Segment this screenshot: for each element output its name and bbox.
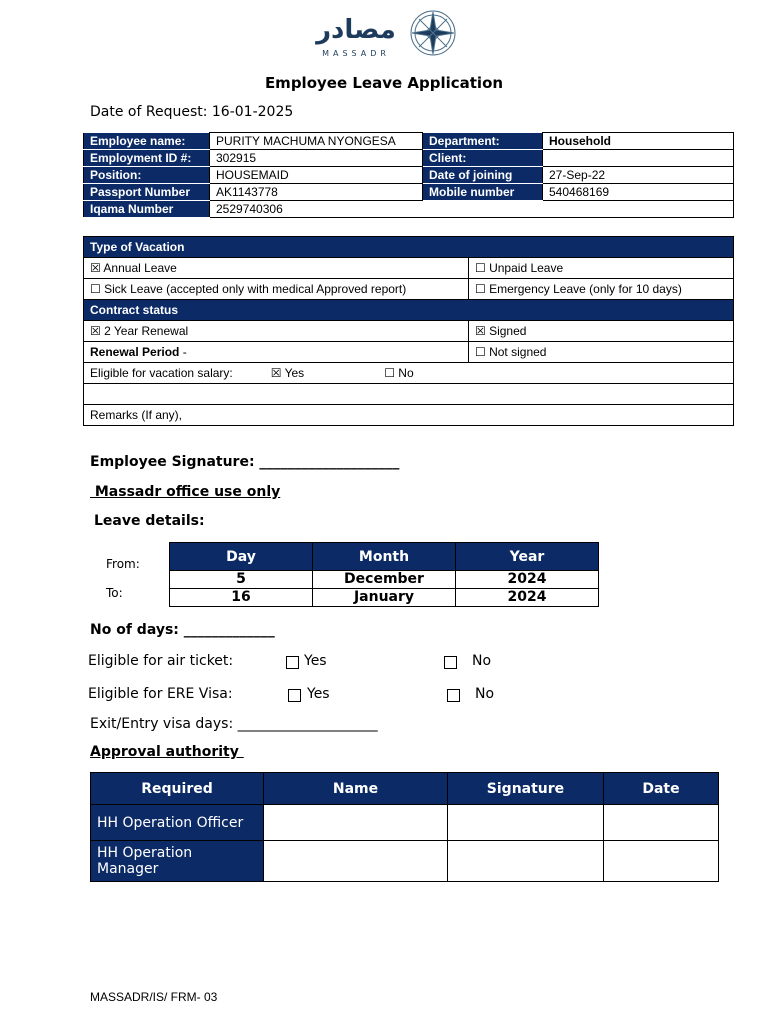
checkbox-icon <box>288 689 301 702</box>
officer-date-cell[interactable] <box>604 805 719 841</box>
position-label: Position: <box>84 167 210 184</box>
to-label: To: <box>106 586 123 600</box>
iqama-label: Iqama Number <box>84 201 210 218</box>
date-header: Date <box>604 773 719 805</box>
eligible-salary-yes-option[interactable]: ☒ Yes <box>270 366 305 380</box>
checkbox-icon <box>444 656 457 669</box>
mobile-value: 540468169 <box>543 184 734 201</box>
renewal-period-value: - <box>179 345 187 359</box>
leave-dates-table <box>169 542 599 607</box>
employee-name-value: PURITY MACHUMA NYONGESA <box>210 133 423 150</box>
officer-signature-cell[interactable] <box>448 805 604 841</box>
emergency-leave-option[interactable]: ☐ Emergency Leave (only for 10 days) <box>469 279 734 300</box>
required-header: Required <box>91 773 264 805</box>
contract-status-header: Contract status <box>84 300 734 321</box>
from-month: December <box>313 571 456 589</box>
svg-text:MASSADR: MASSADR <box>322 49 390 58</box>
position-value: HOUSEMAID <box>210 167 423 184</box>
ere-visa-no-checkbox[interactable] <box>447 687 460 706</box>
date-of-joining-value: 27-Sep-22 <box>543 167 734 184</box>
manager-signature-cell[interactable] <box>448 841 604 882</box>
passport-label: Passport Number <box>84 184 210 201</box>
approval-table <box>90 772 719 882</box>
info-row <box>84 167 734 184</box>
air-ticket-yes-checkbox[interactable] <box>286 654 299 673</box>
eligible-vacation-salary-label: Eligible for vacation salary: <box>90 366 233 380</box>
renewal-period <box>84 342 469 363</box>
manager-name-cell[interactable] <box>264 841 448 882</box>
to-month: January <box>313 589 456 607</box>
remarks-field[interactable]: Remarks (If any), <box>84 405 734 426</box>
from-year: 2024 <box>456 571 599 589</box>
from-day: 5 <box>170 571 313 589</box>
signed-option[interactable]: ☒ Signed <box>469 321 734 342</box>
year-header: Year <box>456 543 599 571</box>
employment-id-label: Employment ID #: <box>84 150 210 167</box>
ere-visa-no-label: No <box>475 686 495 702</box>
officer-name-cell[interactable] <box>264 805 448 841</box>
annual-leave-option[interactable]: ☒ Annual Leave <box>84 258 469 279</box>
sick-leave-option[interactable]: ☐ Sick Leave (accepted only with medical Approved report) <box>84 279 469 300</box>
client-label: Client: <box>423 150 543 167</box>
ere-visa-label: Eligible for ERE Visa: <box>88 686 233 702</box>
air-ticket-label: Eligible for air ticket: <box>88 653 234 669</box>
employee-signature-line[interactable]: Employee Signature: ____________________ <box>90 454 400 470</box>
name-header: Name <box>264 773 448 805</box>
air-ticket-no-checkbox[interactable] <box>444 654 457 673</box>
form-title: Employee Leave Application <box>264 74 504 92</box>
day-header: Day <box>170 543 313 571</box>
eligible-vacation-salary-row <box>84 363 734 384</box>
no-of-days-line[interactable]: No of days: _____________ <box>90 622 275 638</box>
info-row <box>84 184 734 201</box>
air-ticket-no-label: No <box>472 653 492 669</box>
office-use-heading: Massadr office use only <box>90 484 281 500</box>
air-ticket-yes-label: Yes <box>304 653 327 669</box>
to-year: 2024 <box>456 589 599 607</box>
client-value <box>543 150 734 167</box>
two-year-renewal-option[interactable]: ☒ 2 Year Renewal <box>84 321 469 342</box>
vacation-table <box>83 236 734 426</box>
iqama-value: 2529740306 <box>210 201 734 218</box>
renewal-period-label: Renewal Period <box>90 345 180 359</box>
date-of-request: Date of Request: 16-01-2025 <box>90 104 294 120</box>
to-day: 16 <box>170 589 313 607</box>
info-row <box>84 133 734 150</box>
month-header: Month <box>313 543 456 571</box>
employee-info-table <box>83 132 734 218</box>
from-label: From: <box>106 557 140 571</box>
checkbox-icon <box>447 689 460 702</box>
type-of-vacation-header: Type of Vacation <box>84 237 734 258</box>
company-logo <box>312 8 458 60</box>
signature-header: Signature <box>448 773 604 805</box>
date-of-joining-label: Date of joining <box>423 167 543 184</box>
ere-visa-yes-checkbox[interactable] <box>288 687 301 706</box>
exit-entry-visa-days-line[interactable]: Exit/Entry visa days: ____________________ <box>90 716 378 732</box>
info-row <box>84 201 734 218</box>
department-value: Household <box>543 133 734 150</box>
info-row <box>84 150 734 167</box>
employee-name-label: Employee name: <box>84 133 210 150</box>
hh-operation-officer: HH Operation Officer <box>91 805 264 841</box>
leave-details-heading: Leave details: <box>94 513 205 529</box>
department-label: Department: <box>423 133 543 150</box>
hh-operation-manager: HH Operation Manager <box>91 841 264 882</box>
eligible-salary-no-option[interactable]: ☐ No <box>384 366 414 380</box>
ere-visa-yes-label: Yes <box>307 686 330 702</box>
blank-row <box>84 384 734 405</box>
employment-id-value: 302915 <box>210 150 423 167</box>
svg-text:مصادر: مصادر <box>316 15 396 45</box>
approval-authority-heading: Approval authority <box>90 744 244 760</box>
not-signed-option[interactable]: ☐ Not signed <box>469 342 734 363</box>
passport-value: AK1143778 <box>210 184 423 201</box>
manager-date-cell[interactable] <box>604 841 719 882</box>
checkbox-icon <box>286 656 299 669</box>
mobile-label: Mobile number <box>423 184 543 201</box>
unpaid-leave-option[interactable]: ☐ Unpaid Leave <box>469 258 734 279</box>
form-code-footer: MASSADR/IS/ FRM- 03 <box>90 990 218 1004</box>
